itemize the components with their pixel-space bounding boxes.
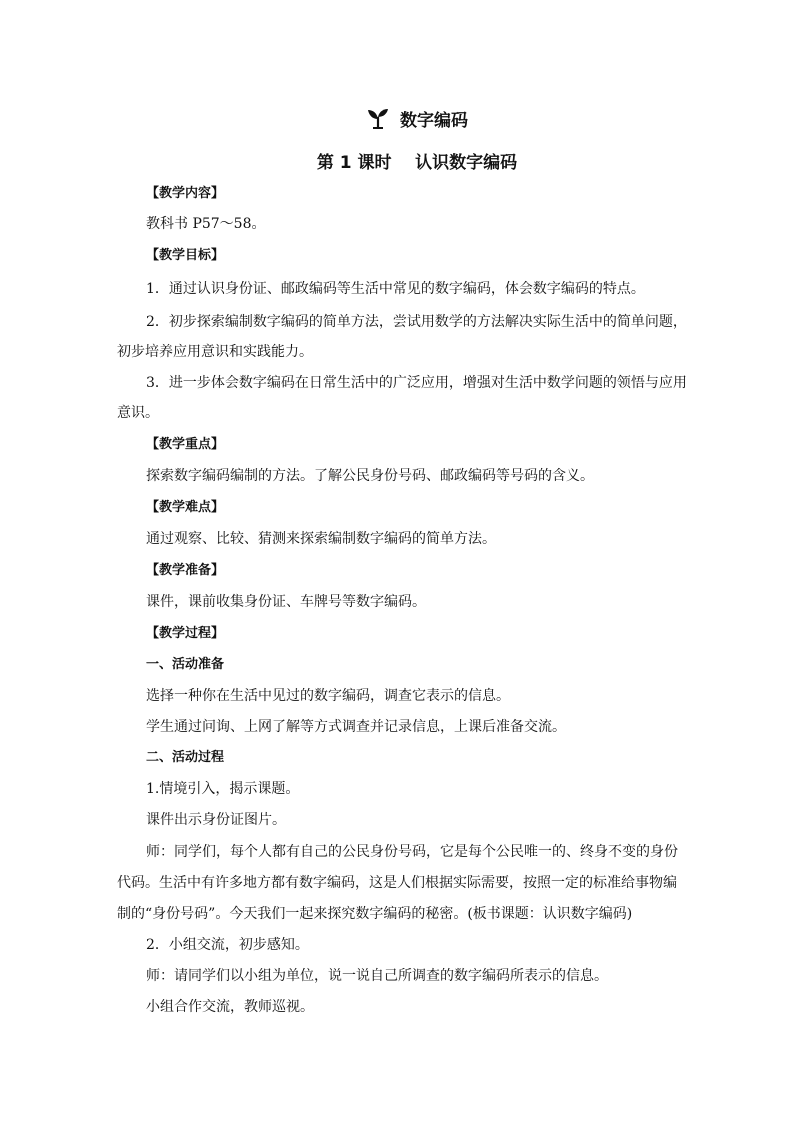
title-row: [0, 103, 794, 133]
goal-2-line-1: 2．初步探索编制数字编码的简单方法，尝试用数学的方法解决实际生活中的简单问题，: [146, 314, 687, 330]
goal-3-line-1: 3．进一步体会数字编码在日常生活中的广泛应用，增强对生活中数学问题的领悟与应用: [146, 375, 687, 391]
difficulty-text: 通过观察、比较、猜测来探索编制数字编码的简单方法。: [146, 531, 496, 547]
goal-3-line-2: 意识。: [117, 405, 159, 421]
key-text: 探索数字编码编制的方法。了解公民身份号码、邮政编码等号码的含义。: [146, 468, 594, 484]
teacher-1-line-2: 代码。生活中有许多地方都有数字编码，这是人们根据实际需要，按照一定的标准给事物编: [117, 875, 677, 891]
subtitle-row: [0, 146, 794, 174]
goals-heading: 【教学目标】: [146, 248, 225, 263]
process-heading: 【教学过程】: [146, 626, 225, 641]
part-1-text-2: 学生通过问询、上网了解等方式调查并记录信息，上课后准备交流。: [146, 719, 566, 735]
difficulty-heading: 【教学难点】: [146, 500, 225, 515]
goal-2-line-2: 初步培养应用意识和实践能力。: [117, 344, 313, 360]
part-1-heading: 一、活动准备: [146, 657, 225, 672]
part-1-text-1: 选择一种你在生活中见过的数字编码，调查它表示的信息。: [146, 688, 510, 704]
key-heading: 【教学重点】: [146, 437, 225, 452]
content-text: 教科书 P57～58。: [146, 216, 266, 232]
prep-text: 课件，课前收集身份证、车牌号等数字编码。: [146, 594, 426, 610]
teacher-1-line-1: 师：同学们，每个人都有自己的公民身份号码，它是每个公民唯一的、终身不变的身份: [146, 844, 678, 860]
prep-heading: 【教学准备】: [146, 563, 225, 578]
step-1: 1.情境引入，揭示课题。: [146, 781, 300, 797]
content-heading: 【教学内容】: [146, 186, 225, 201]
title-group: [366, 106, 468, 131]
part-2-heading: 二、活动过程: [146, 750, 225, 765]
document-title: 数字编码: [400, 110, 468, 131]
lesson-subtitle: 第 1 课时 认识数字编码: [316, 152, 518, 173]
goal-1: 1．通过认识身份证、邮政编码等生活中常见的数字编码，体会数字编码的特点。: [146, 281, 645, 297]
step-1-text: 课件出示身份证图片。: [146, 812, 286, 828]
sprout-icon: [366, 106, 390, 130]
teacher-2: 师：请同学们以小组为单位，说一说自己所调查的数字编码所表示的信息。: [146, 968, 608, 984]
step-2: 2．小组交流，初步感知。: [146, 937, 309, 953]
step-2-text: 小组合作交流，教师巡视。: [146, 999, 314, 1015]
teacher-1-line-3: 制的“身份号码”。今天我们一起来探究数字编码的秘密。(板书课题：认识数字编码): [117, 906, 633, 922]
